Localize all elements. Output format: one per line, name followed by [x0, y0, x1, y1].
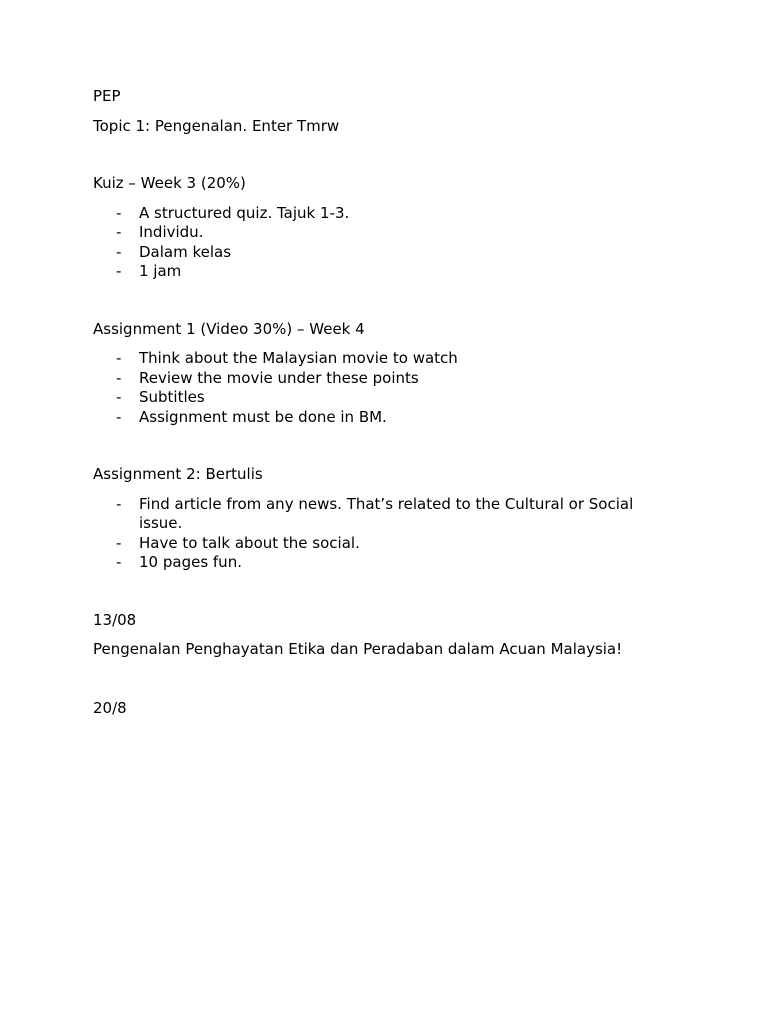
assignment2-list [93, 495, 693, 573]
list-item [93, 553, 659, 573]
list-item [93, 223, 659, 243]
list-item-text: Dalam kelas [139, 242, 232, 261]
document-page [93, 87, 693, 718]
date-heading: 20/8 [93, 698, 127, 717]
bullet-dash: - [116, 553, 122, 571]
list-item-text: 1 jam [139, 262, 182, 280]
bullet-dash: - [116, 533, 122, 552]
date-heading: 13/08 [93, 610, 137, 629]
bullet-dash: - [116, 368, 122, 387]
bullet-dash: - [116, 223, 122, 241]
assignment1-heading: Assignment 1 (Video 30%) – Week 4 [93, 319, 365, 338]
assignment2-heading: Assignment 2: Bertulis [93, 465, 263, 483]
list-item [93, 349, 659, 369]
bullet-dash: - [116, 262, 122, 280]
list-item-text: Think about the Malaysian movie to watch [139, 349, 458, 367]
list-item-text: Have to talk about the social. [139, 533, 360, 552]
bullet-dash: - [116, 242, 122, 261]
kuiz-list [93, 204, 693, 282]
list-item [93, 262, 659, 282]
bullet-dash: - [116, 203, 122, 222]
bullet-dash: - [116, 349, 122, 367]
list-item [93, 369, 659, 389]
list-item [93, 243, 659, 263]
topic-line: Topic 1: Pengenalan. Enter Tmrw [93, 116, 340, 135]
list-item [93, 388, 659, 408]
document-title: PEP [93, 87, 121, 105]
list-item-text: Individu. [139, 223, 204, 241]
list-item-text: A structured quiz. Tajuk 1-3. [139, 203, 350, 222]
list-item-text: 10 pages fun. [139, 553, 242, 571]
list-item-text: Review the movie under these points [139, 368, 419, 387]
bullet-dash: - [116, 407, 122, 426]
list-item [93, 204, 659, 224]
list-item-text: Find article from any news. That’s related to the Cultural or Social issue. [139, 494, 634, 532]
list-item-text: Assignment must be done in BM. [139, 407, 387, 426]
list-item [93, 408, 659, 428]
assignment1-list [93, 349, 693, 427]
list-item [93, 495, 659, 534]
bullet-dash: - [116, 388, 122, 406]
kuiz-heading: Kuiz – Week 3 (20%) [93, 174, 246, 192]
intro-line: Pengenalan Penghayatan Etika dan Peradaban dalam Acuan Malaysia! [93, 640, 623, 658]
list-item [93, 534, 659, 554]
bullet-dash: - [116, 494, 122, 513]
list-item-text: Subtitles [139, 388, 205, 406]
